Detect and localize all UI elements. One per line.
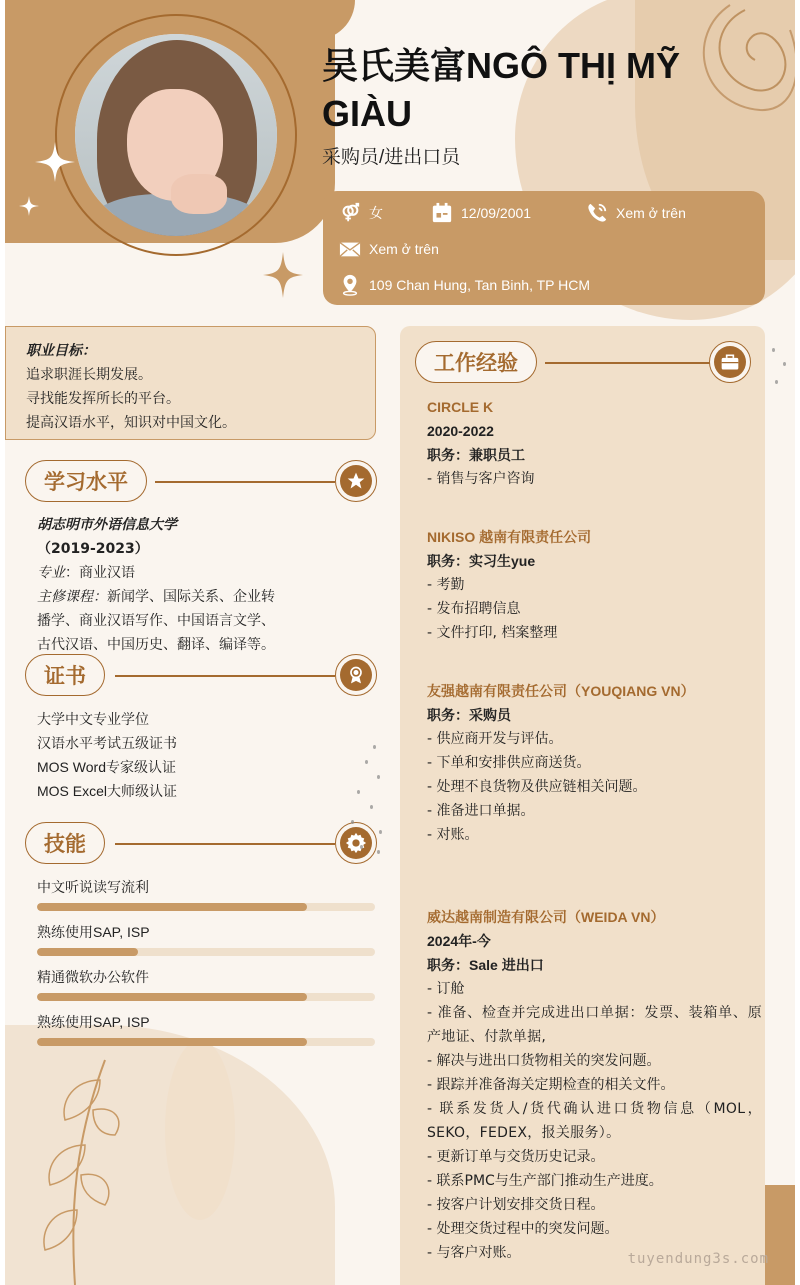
duty-item: - 订舱 xyxy=(427,981,465,997)
skill-label: 精通微软办公软件 xyxy=(37,969,149,985)
section-header-certificates xyxy=(25,654,377,698)
sparkle-icon xyxy=(35,142,75,182)
phone-value: Xem ở trên xyxy=(616,205,686,221)
skill-bar xyxy=(37,903,375,911)
school-years: （2019-2023） xyxy=(37,541,149,557)
job-title: 采购员/进出口员 xyxy=(322,147,461,168)
avatar xyxy=(75,34,277,236)
location-pin-icon xyxy=(339,274,361,296)
candidate-name: 吴氏美富NGÔ THỊ MỸ GIÀU xyxy=(322,45,680,134)
mail-icon xyxy=(339,238,361,260)
school-name: 胡志明市外语信息大学 xyxy=(37,517,177,533)
calendar-icon xyxy=(431,202,453,224)
skill-item xyxy=(37,965,375,1010)
star-icon xyxy=(335,460,377,502)
section-title: 证书 xyxy=(25,654,105,696)
education-detail xyxy=(37,513,287,657)
duty-item: - 考勤 xyxy=(427,577,465,593)
duty-item: - 解决与进出口货物相关的突发问题。 xyxy=(427,1053,661,1069)
company-name: NIKISO 越南有限责任公司 xyxy=(427,529,592,545)
section-header-education xyxy=(25,460,377,504)
duty-item: - 处理交货过程中的突发问题。 xyxy=(427,1221,619,1237)
duty-item: - 更新订单与交货历史记录。 xyxy=(427,1149,605,1165)
contact-address xyxy=(339,274,590,296)
skill-bar-fill xyxy=(37,1038,307,1046)
list-item: 汉语水平考试五级证书 xyxy=(37,735,177,751)
duty-item: - 下单和安排供应商送货。 xyxy=(427,755,591,771)
list-item: MOS Word专家级认证 xyxy=(37,759,176,775)
leaf-decoration xyxy=(15,1050,125,1285)
contact-birthdate xyxy=(431,202,531,224)
work-list xyxy=(427,395,762,1265)
major-label: 专业 xyxy=(37,565,65,581)
certificate-list xyxy=(37,707,177,803)
duty-item: - 对账。 xyxy=(427,827,479,843)
briefcase-icon xyxy=(709,341,751,383)
duty-item: - 准备进口单据。 xyxy=(427,803,535,819)
gender-icon xyxy=(339,202,361,224)
gear-icon xyxy=(335,822,377,864)
section-title: 学习水平 xyxy=(25,460,147,502)
job-role: 职务：实习生yue xyxy=(427,553,536,569)
duty-item: - 准备、检查并完成进出口单据：发票、装箱单、原产地证、付款单据, xyxy=(427,1005,762,1045)
job-entry xyxy=(427,679,762,847)
skill-list xyxy=(37,875,375,1055)
section-title: 工作经验 xyxy=(415,341,537,383)
sparkle-icon xyxy=(263,252,303,298)
major-value: ：商业汉语 xyxy=(65,565,135,581)
contact-email xyxy=(339,238,439,260)
courses-label: 主修课程： xyxy=(37,589,107,605)
skill-label: 熟练使用SAP, ISP xyxy=(37,924,150,940)
award-icon xyxy=(335,654,377,696)
company-name: 威达越南制造有限公司（WEIDA VN） xyxy=(427,909,665,925)
skill-label: 熟练使用SAP, ISP xyxy=(37,1014,150,1030)
courses-value: 新闻学、国际关系、企业转播学、商业汉语写作、中国语言文学、古代汉语、中国历史、翻译、编译等。 xyxy=(37,589,275,653)
job-period: 2020-2022 xyxy=(427,423,494,439)
decor-blob xyxy=(165,1040,235,1220)
duty-item: - 跟踪并准备海关定期检查的相关文件。 xyxy=(427,1077,675,1093)
job-role: 职务：采购员 xyxy=(427,707,511,723)
objective-line: 追求职涯长期发展。 xyxy=(26,367,152,383)
duty-item: - 销售与客户咨询 xyxy=(427,471,535,487)
job-period: 2024年-今 xyxy=(427,933,491,949)
skill-bar-fill xyxy=(37,948,138,956)
job-role: 职务：Sale 进出口 xyxy=(427,957,544,973)
skill-item xyxy=(37,920,375,965)
skill-item xyxy=(37,1010,375,1055)
contact-panel xyxy=(323,191,765,305)
duty-item: - 联系PMC与生产部门推动生产进度。 xyxy=(427,1173,663,1189)
duty-item: - 联系发货人/货代确认进口货物信息（MOL，SEKO，FEDEX，报关服务）。 xyxy=(427,1101,762,1141)
duty-item: - 供应商开发与评估。 xyxy=(427,731,563,747)
objective-title: 职业目标： xyxy=(26,343,96,359)
phone-icon xyxy=(586,202,608,224)
objective-line: 提高汉语水平，知识对中国文化。 xyxy=(26,415,236,431)
watermark: tuyendung3s.com xyxy=(627,1251,769,1267)
contact-phone xyxy=(586,202,686,224)
job-entry xyxy=(427,395,762,491)
duty-item: - 与客户对账。 xyxy=(427,1245,521,1261)
duty-item: - 按客户计划安排交货日程。 xyxy=(427,1197,605,1213)
job-entry xyxy=(427,905,762,1265)
job-entry xyxy=(427,525,762,645)
skill-bar xyxy=(37,993,375,1001)
career-objective xyxy=(5,326,376,440)
section-header-skills xyxy=(25,822,377,866)
gender-value: 女 xyxy=(369,205,383,221)
company-name: CIRCLE K xyxy=(427,399,494,415)
skill-bar xyxy=(37,948,375,956)
birthdate-value: 12/09/2001 xyxy=(461,205,532,221)
duty-item: - 文件打印, 档案整理 xyxy=(427,625,558,641)
duty-item: - 发布招聘信息 xyxy=(427,601,521,617)
job-role: 职务：兼职员工 xyxy=(427,447,525,463)
contact-gender xyxy=(339,202,383,224)
section-header-work xyxy=(415,341,751,385)
list-item: MOS Excel大师级认证 xyxy=(37,783,178,799)
skill-item xyxy=(37,875,375,920)
address-value: 109 Chan Hung, Tan Binh, TP HCM xyxy=(369,277,591,293)
skill-bar-fill xyxy=(37,903,307,911)
email-value: Xem ở trên xyxy=(369,241,439,257)
sparkle-icon xyxy=(19,196,39,216)
skill-bar xyxy=(37,1038,375,1046)
list-item: 大学中文专业学位 xyxy=(37,711,149,727)
objective-line: 寻找能发挥所长的平台。 xyxy=(26,391,180,407)
resume-page xyxy=(5,0,795,1285)
section-title: 技能 xyxy=(25,822,105,864)
duty-item: - 处理不良货物及供应链相关问题。 xyxy=(427,779,647,795)
skill-bar-fill xyxy=(37,993,307,1001)
company-name: 友强越南有限责任公司（YOUQIANG VN） xyxy=(427,683,695,699)
skill-label: 中文听说读写流利 xyxy=(37,879,149,895)
